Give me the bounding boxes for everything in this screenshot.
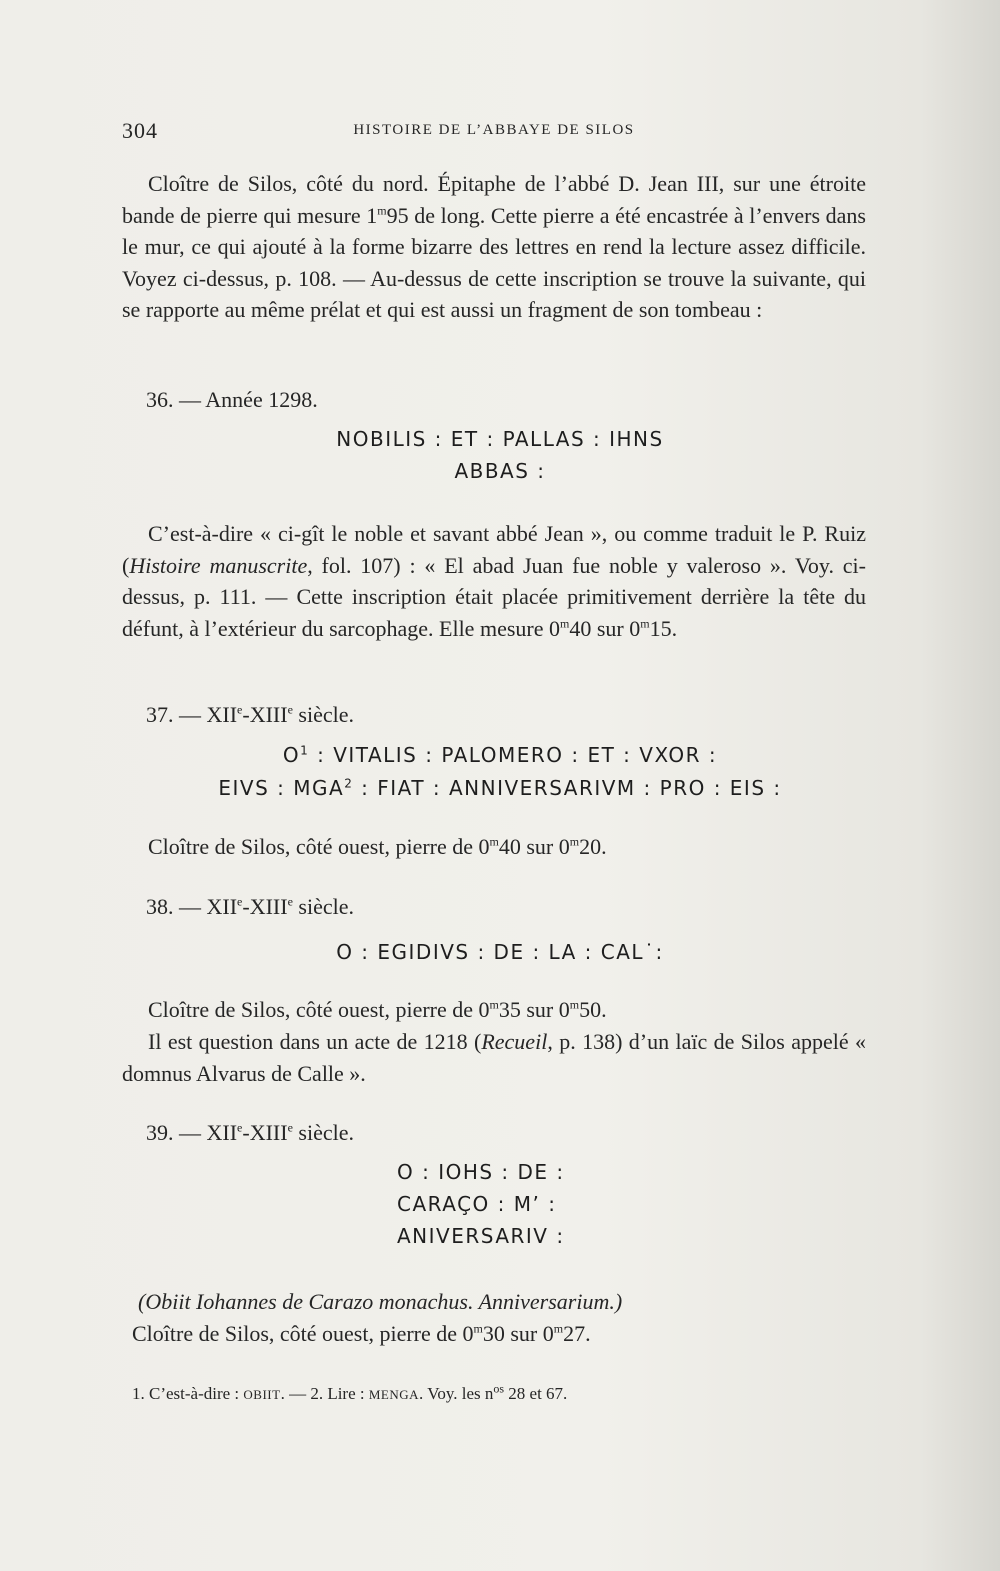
entry-39-text-c: 27. (563, 1320, 591, 1346)
ordinal-sup: e (287, 894, 293, 909)
entry-39-text-a: Cloître de Silos, côté ouest, pierre de 0 (132, 1320, 474, 1346)
heading-text: siècle. (292, 894, 354, 919)
heading-text: siècle. (292, 702, 354, 727)
entry-38-heading (146, 894, 354, 920)
footnotes (132, 1381, 568, 1404)
intro-text-b: 95 de long. Cette pierre a été encastrée à l’envers dans le mur, ce qui ajouté à la forme bizarre des lettres en rend la lecture assez difficile. Voyez ci-dessus, p. 108. — Au-dessus de cette inscription se trouve la suivante, qui se rapporte au même prélat et qui est aussi un fragment de son tombeau : (122, 202, 866, 322)
entry-36-text-d: 15. (649, 615, 678, 641)
inscription-text: : VITALIS : PALOMERO : ET : VXOR : (309, 743, 718, 767)
inscription-text: EIVS : MGA (218, 776, 345, 800)
ordinal-sup: e (237, 1120, 243, 1135)
unit-sup: m (473, 1321, 483, 1336)
unit-sup: m (569, 997, 580, 1012)
entry-37-inscription-line-1 (0, 743, 1000, 767)
unit-sup: m (377, 203, 387, 218)
entry-36-inscription-line-1: NOBILIS : ET : PALLAS : IHNS (336, 427, 664, 451)
heading-text: siècle. (292, 1120, 354, 1145)
unit-sup: m (640, 616, 650, 631)
footnote-sup: os (493, 1381, 505, 1396)
entry-39-paragraph (122, 1286, 866, 1349)
footnote-ref-1: 1 (300, 743, 310, 758)
ordinal-sup: e (287, 1120, 293, 1135)
entry-37-text-a: Cloître de Silos, côté ouest, pierre de 0 (148, 834, 490, 859)
ordinal-sup: e (287, 702, 293, 717)
intro-text-a: Cloître de Silos, côté du nord. Épitaphe de l’abbé D. Jean III, sur une étroite bande de pierre qui mesure 1 (122, 171, 866, 228)
entry-37-text-c: 20. (579, 834, 607, 859)
inscription-text: : FIAT : ANNIVERSARIVM : PRO : EIS : (353, 776, 782, 800)
entry-38-italic-title: Recueil (481, 1029, 548, 1054)
unit-sup: m (553, 1321, 564, 1336)
footnote-text: 28 et 67. (504, 1384, 568, 1403)
entry-38-paragraph-1 (122, 994, 866, 1026)
unit-sup: m (489, 834, 499, 849)
entry-36-italic-title: Histoire manuscrite (129, 552, 308, 578)
footnote-text: . Voy. les n (419, 1384, 494, 1403)
entry-36-paragraph (122, 518, 866, 644)
entry-36-text-a: C’est-à-dire « ci-gît le noble et savant abbé Jean », ou comme traduit le P. Ruiz ( (122, 521, 866, 578)
page-header (122, 118, 866, 144)
unit-sup: m (559, 616, 570, 631)
entry-38-text-b: 35 sur 0 (498, 997, 570, 1022)
heading-text: 39. — XII (146, 1120, 238, 1145)
entry-39-text-b: 30 sur 0 (482, 1320, 554, 1346)
entry-36-heading: 36. — Année 1298. (146, 387, 318, 412)
heading-text: -XIII (242, 702, 288, 727)
intro-paragraph (122, 168, 866, 326)
entry-39-latin-reading: (Obiit Iohannes de Carazo monachus. Anniversarium.) (138, 1289, 623, 1314)
inscription-text: O (282, 743, 301, 767)
running-title: HISTOIRE DE L’ABBAYE DE SILOS (353, 122, 635, 138)
entry-37-text-b: 40 sur 0 (498, 834, 570, 859)
heading-text: -XIII (242, 894, 288, 919)
entry-39-inscription-line-2: CARAÇO : M’ : (397, 1192, 557, 1216)
entry-37-paragraph (122, 831, 866, 863)
footnote-text: 1. C’est-à-dire : (132, 1384, 244, 1403)
ordinal-sup: e (237, 702, 243, 717)
entry-38-text-e: , p. 138) d’un laïc de Silos appelé « domnus Alvarus de Calle ». (122, 1029, 866, 1086)
page-number: 304 (122, 118, 158, 143)
entry-37-heading (146, 702, 354, 728)
footnote-smallcaps: OBIIT (243, 1387, 281, 1402)
entry-36-inscription-line-2: ABBAS : (454, 459, 546, 483)
footnote-ref-2: 2 (344, 776, 354, 791)
entry-39-inscription-line-1: O : IOHS : DE : (397, 1160, 565, 1184)
entry-36-text-c: 40 sur 0 (569, 615, 641, 641)
heading-text: 37. — XII (146, 702, 238, 727)
entry-38-inscription-line-1: O : EGIDIVS : DE : LA : CAL˙: (336, 940, 664, 964)
footnote-text: . — 2. Lire : (280, 1384, 369, 1403)
entry-36-text-b: , fol. 107) : « El abad Juan fue noble y valeroso ». Voy. ci-dessus, p. 111. — Cette inscription était placée primitivement derrière la tête du défunt, à l’extérieur du sarcophage. Elle mesure 0 (122, 552, 866, 641)
entry-38-text-c: 50. (579, 997, 607, 1022)
ordinal-sup: e (237, 894, 243, 909)
entry-38-text-d: Il est question dans un acte de 1218 ( (148, 1029, 482, 1054)
entry-39-heading (146, 1120, 354, 1146)
entry-37-inscription-line-2 (0, 776, 1000, 800)
entry-38-paragraph-2 (122, 1026, 866, 1089)
entry-39-inscription-line-3: ANIVERSARIV : (397, 1224, 565, 1248)
heading-text: -XIII (242, 1120, 288, 1145)
heading-text: 38. — XII (146, 894, 238, 919)
entry-38-text-a: Cloître de Silos, côté ouest, pierre de 0 (148, 997, 490, 1022)
footnote-smallcaps: MENGA (368, 1387, 420, 1402)
unit-sup: m (569, 834, 580, 849)
unit-sup: m (489, 997, 499, 1012)
